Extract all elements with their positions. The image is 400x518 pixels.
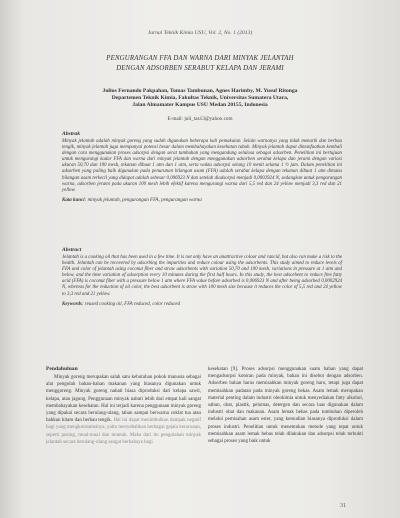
body-right-column <box>208 366 363 445</box>
author-email: E-mail: juli_tas13@yahoo.com <box>167 116 233 122</box>
author-department: Departemen Teknik Kimia, Fakultas Teknik, Universitas Sumatera Utara, <box>111 95 289 101</box>
section-heading: Pendahuluan <box>46 366 78 372</box>
abstract-text: Jelantah is a cooking oil that has been used in a few time. It is not only have an unattractive colour and rancid, but also can make a risk to the health. Jelantah can be recovered by adsorbing the impurities and reduce colour using the adsorbents. This study aimed to reduce levels of FFA and color of jelantah using coconut fiber and straw adsorbents with variation 50,70 and 100 mesh, variations in pressure at 1 atm and below, and the time variation of adsorption every 10 minutes during the first half hours. In this study, the best adsorbent to reduce free fatty acid (FFA) is coconut fiber with a pressure below 1 atm where FFA value before adsorbed is 0,006923 N and after being adsorbed 0,0002924 N, whereas for the reduction of oil color, the best adsorbent is straw with 100 mesh size because it reduces the color of 5,5 red and 24 yellow to 3,3 red and 21 yellow. <box>62 255 342 297</box>
abstrak-text: Minyak jelantah adalah minyak goreng yang sudah digunakan beberapa kali pemakaian. Selain warnanya yang tidak menarik dan berbau tengik, minyak jelantah juga mempunyai potensi besar dalam membahayakan kesehatan tubuh. Minyak jelantah dapat dimanfaatkan kembali dengan cara menggunakan proses adsorpsi dengan serat tumbuhan yang mengandung selulosa sebagai adsorben. Penelitian ini bertujuan untuk mengurangi kadar FFA dan warna dari minyak jelantah dengan menggunakan adsorben serabut kelapa dan jerami dengan variasi ukuran 50,70 dan 100 mesh, tekanan dibuat 1 atm dan 1 atm, serta waktu adsorpsi selang 10 menit selama 1 ½ jam. Dalam penelitian ini adsorben yang paling baik digunakan pada penurunan bilangan asam (FFA) adalah serabut kelapa dengan tekanan dibuat 1 atm dimana bilangan asam terkecil yang didapat adalah sebesar 0,006923 N dan setelah diadsorpsi menjadi 0,0002924 N, sedangkan untuk pengurangan warna, adsorben jerami pada ukuran 100 mesh lebih efektif karena mengurangi warna dari 5,5 red dan 24 yellow menjadi 3,3 red dan 21 yellow. <box>62 139 342 193</box>
abstract-keywords <box>62 302 342 307</box>
abstrak-keywords-value: : minyak jelantah, pengurangan FFA, pengurangan warna <box>84 197 202 203</box>
title-line-2: DENGAN ADSORBEN SERABUT KELAPA DAN JERAMI <box>116 65 284 72</box>
right-column-text: kesehatan [9]. Proses adsorpsi menggunakan suatu bahan yang dapat mengadsorpsi kotoran pada minyak, bahan ini disebut dengan adsorben. Adsorben bahan harus memisahkan minyak goreng baru, tetapi juga dapat memisahkan padatan pada minyak goreng bekas. Asam lemak merupakan material penting dalam industri oleokimia untuk menyediakan fatty alkohol, sabun, obat, plastik, pelumas, detergen dan secara luas digunakan dalam industri obat dan makanan. Asam lemak bebas pada tumbuhan diperoleh melalui pemisahan asam ester, yang kemudian biasanya diproduksi dalam proses industri. Penelitian untuk menemukan metode yang tepat untuk memisahkan asam lemak bebas telah dilakukan dan adsorpsi telah terbukti sebagai proses yang baik untuk <box>208 367 363 445</box>
page-number: 31 <box>340 503 346 509</box>
left-column-text <box>46 374 201 446</box>
author-block <box>40 88 360 109</box>
author-names: Julius Fernando Pakpahan, Tomas Tambunan, Agnes Harimby, M. Yusuf Ritonga <box>102 88 298 94</box>
left-paragraph: Minyak goreng merupakan salah satu kebutuhan pokok manusia sebagai alat pengolah bahan-bahan makanan yang biasanya digunakan untuk menggoreng. Minyak goreng nabati biasa diproduksi dari kelapa sawit, kelapa, atau jagung. Penggunaan minyak nabati lebih dari empat kali sangat membahayakan kesehatan. Hal ini terjadi karena penggunaan minyak goreng yang dipakai secara berulang-ulang, tahan sampai berwarna coklat tua atau bahkan hitam dan berbau tengik. <box>46 375 201 424</box>
paper-title <box>40 54 360 74</box>
body-left-column <box>46 366 201 446</box>
author-address: Jalan Almamater Kampus USU Medan 20155, Indonesia <box>132 102 268 108</box>
abstrak-heading: Abstrak <box>62 131 81 137</box>
abstract-section <box>62 247 342 307</box>
abstract-heading: Abstract <box>62 247 82 253</box>
abstrak-section <box>62 131 342 203</box>
abstract-keywords-label: Keywords <box>62 301 82 307</box>
title-line-1: PENGURANGAN FFA DAN WARNA DARI MINYAK JELANTAH <box>106 55 294 62</box>
running-head: Jurnal Teknik Kimia USU, Vol. 2, No. 1 (2013) <box>147 30 253 36</box>
abstract-keywords-value: : reused cooking oil, FFA reduced, color reduced <box>82 301 180 307</box>
abstrak-keywords-label: Kata kunci <box>62 197 85 203</box>
abstrak-keywords <box>62 198 342 203</box>
left-paragraph-faded: Hal ini dapat menimbulkan dampak negatif bagi yang mengkonsumsinya, yaitu menyebabkan berbagai gejala keracunan, seperti pusing, mual-mual dan muntah. Maka dari itu pengolahan minyak jelantah secara berulang-ulang sangat berbahaya bagi <box>46 418 201 445</box>
